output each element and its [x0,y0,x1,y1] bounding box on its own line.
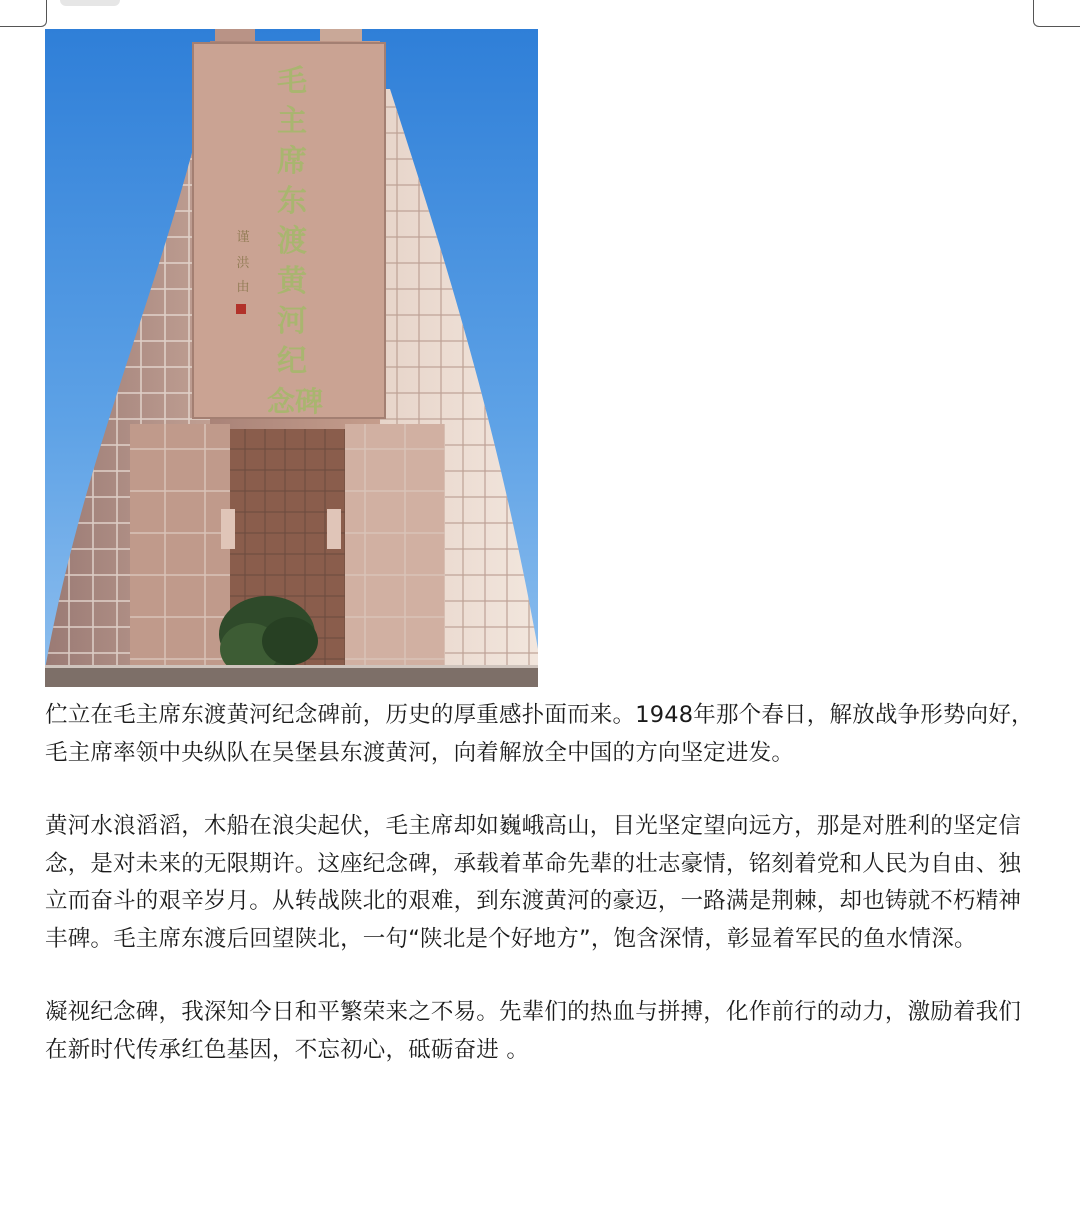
svg-text:渡: 渡 [277,224,307,259]
article-body [45,697,1035,1105]
monument-photo[interactable] [45,29,538,687]
svg-text:东: 东 [277,184,307,219]
svg-text:毛: 毛 [277,64,307,99]
article-paragraph: 伫立在毛主席东渡黄河纪念碑前，历史的厚重感扑面而来。1948年那个春日，解放战争形势向好，毛主席率领中央纵队在吴堡县东渡黄河，向着解放全中国的方向坚定进发。 [45,702,1034,766]
frame-corner-left [0,0,47,27]
svg-text:谨: 谨 [236,230,250,245]
svg-text:河: 河 [277,304,307,339]
article-paragraph: 凝视纪念碑，我深知今日和平繁荣来之不易。先辈们的热血与拼搏，化作前行的动力，激励着我们在新时代传承红色基因，不忘初心，砥砺奋进 。 [45,999,1022,1063]
svg-text:黄: 黄 [277,264,307,299]
svg-text:纪: 纪 [277,344,307,379]
svg-text:洪: 洪 [236,256,250,271]
svg-text:念碑: 念碑 [266,385,324,418]
svg-text:主: 主 [277,104,307,139]
svg-text:席: 席 [277,144,307,179]
svg-text:由: 由 [236,280,250,295]
article-paragraph: 黄河水浪滔滔，木船在浪尖起伏，毛主席却如巍峨高山，目光坚定望向远方，那是对胜利的坚定信念，是对未来的无限期许。这座纪念碑，承载着革命先辈的壮志豪情，铭刻着党和人民为自由、独立而奋斗的艰辛岁月。从转战陕北的艰难，到东渡黄河的豪迈，一路满是荆棘，却也铸就不朽精神丰碑。毛主席东渡后回望陕北，一句“陕北是个好地方”，饱含深情，彰显着军民的鱼水情深。 [45,813,1022,952]
top-edge [60,0,120,6]
monument-photo-drawing [45,29,538,687]
frame-corner-right [1033,0,1080,27]
